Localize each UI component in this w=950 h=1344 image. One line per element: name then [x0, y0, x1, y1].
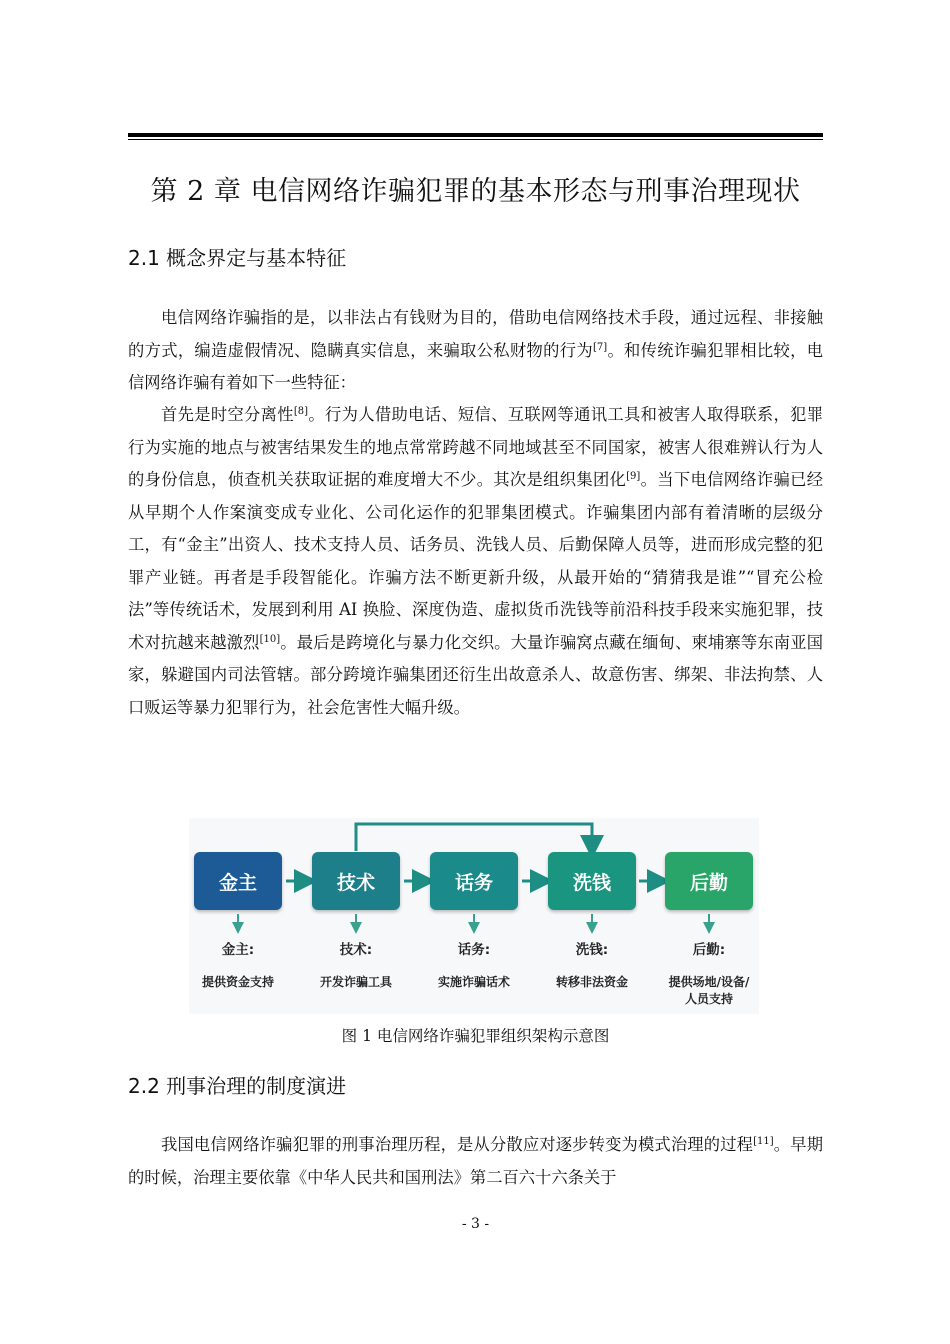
figure-caption: 图 1 电信网络诈骗犯罪组织架构示意图 [341, 1027, 610, 1045]
section-heading-2-2: 2.2 刑事治理的制度演进 [128, 1074, 347, 1098]
node-label-logistics: 后勤: [692, 942, 726, 958]
paragraph-features [128, 399, 823, 724]
citation-ref: [7] [592, 341, 608, 353]
node-box-calls: 话务 [430, 852, 518, 910]
paragraph-text: 。和传统诈骗犯罪相比较，电信网络诈骗有着如下一些特征： [128, 340, 823, 392]
node-desc-calls: 实施诈骗话术 [437, 975, 510, 989]
node-box-funder: 金主 [194, 852, 282, 910]
citation-ref: [10] [259, 633, 281, 645]
paragraph-text: 。当下电信网络诈骗已经从早期个人作案演变成专业化、公司化运作的犯罪集团模式。诈骗集团内部有着清晰的层级分工，有“金主”出资人、技术支持人员、话务员、洗钱人员、后勤保障人员等，进而形成完整的犯罪产业链。再者是手段智能化。诈骗方法不断更新升级，从最开始的“猜猜我是谁”“冒充公检法”等传统话术，发展到利用 AI 换脸、深度伪造、虚拟货币洗钱等前沿科技手段来实施犯罪，技术对抗越来越激烈 [128, 470, 823, 652]
node-box-logistics: 后勤 [665, 852, 753, 910]
paragraph-definition [128, 302, 823, 400]
node-desc-funder: 提供资金支持 [201, 975, 274, 989]
header-rule-thin [128, 139, 823, 140]
paragraph-text: 首先是时空分离性 [161, 405, 294, 424]
citation-ref: [11] [753, 1136, 774, 1147]
citation-ref: [8] [293, 406, 309, 417]
paragraph-text: 电信网络诈骗指的是，以非法占有钱财为目的，借助电信网络技术手段，通过远程、非接触的方式，编造虚假情况、隐瞒真实信息，来骗取公私财物的行为 [128, 308, 823, 360]
paragraph-text: 。行为人借助电话、短信、互联网等通讯工具和被害人取得联系，犯罪行为实施的地点与被害结果发生的地点常常跨越不同地域甚至不同国家，被害人很难辨认行为人的身份信息，侦查机关获取证据的难度增大不少。其次是组织集团化 [128, 405, 823, 489]
section-heading-2-1: 2.1 概念界定与基本特征 [128, 246, 347, 270]
org-structure-figure [189, 818, 759, 1014]
node-label-funder: 金主: [221, 942, 255, 958]
bypass-arrow [356, 824, 592, 851]
header-rule-thick [128, 133, 823, 137]
paragraph-governance [128, 1129, 823, 1194]
page-number: - 3 - [461, 1216, 490, 1232]
node-label-tech: 技术: [339, 942, 373, 958]
node-box-laundering: 洗钱 [548, 852, 636, 910]
paragraph-text: 我国电信网络诈骗犯罪的刑事治理历程，是从分散应对逐步转变为模式治理的过程 [161, 1135, 754, 1154]
node-label-calls: 话务: [457, 942, 491, 958]
paragraph-text: 。早期的时候，治理主要依靠《中华人民共和国刑法》第二百六十六条关于 [128, 1135, 823, 1187]
citation-ref: [9] [626, 471, 641, 482]
node-box-tech: 技术 [312, 852, 400, 910]
node-desc-logistics: 提供场地/设备/人员支持 [668, 975, 750, 1006]
chapter-title: 第 2 章 电信网络诈骗犯罪的基本形态与刑事治理现状 [150, 176, 801, 207]
node-desc-tech: 开发诈骗工具 [319, 975, 392, 989]
paragraph-text: 。最后是跨境化与暴力化交织。大量诈骗窝点藏在缅甸、柬埔寨等东南亚国家，躲避国内司法管辖。部分跨境诈骗集团还衍生出故意杀人、故意伤害、绑架、非法拘禁、人口贩运等暴力犯罪行为，社会危害性大幅升级。 [128, 632, 823, 717]
node-desc-laundering: 转移非法资金 [555, 975, 628, 989]
node-label-laundering: 洗钱: [575, 942, 609, 958]
